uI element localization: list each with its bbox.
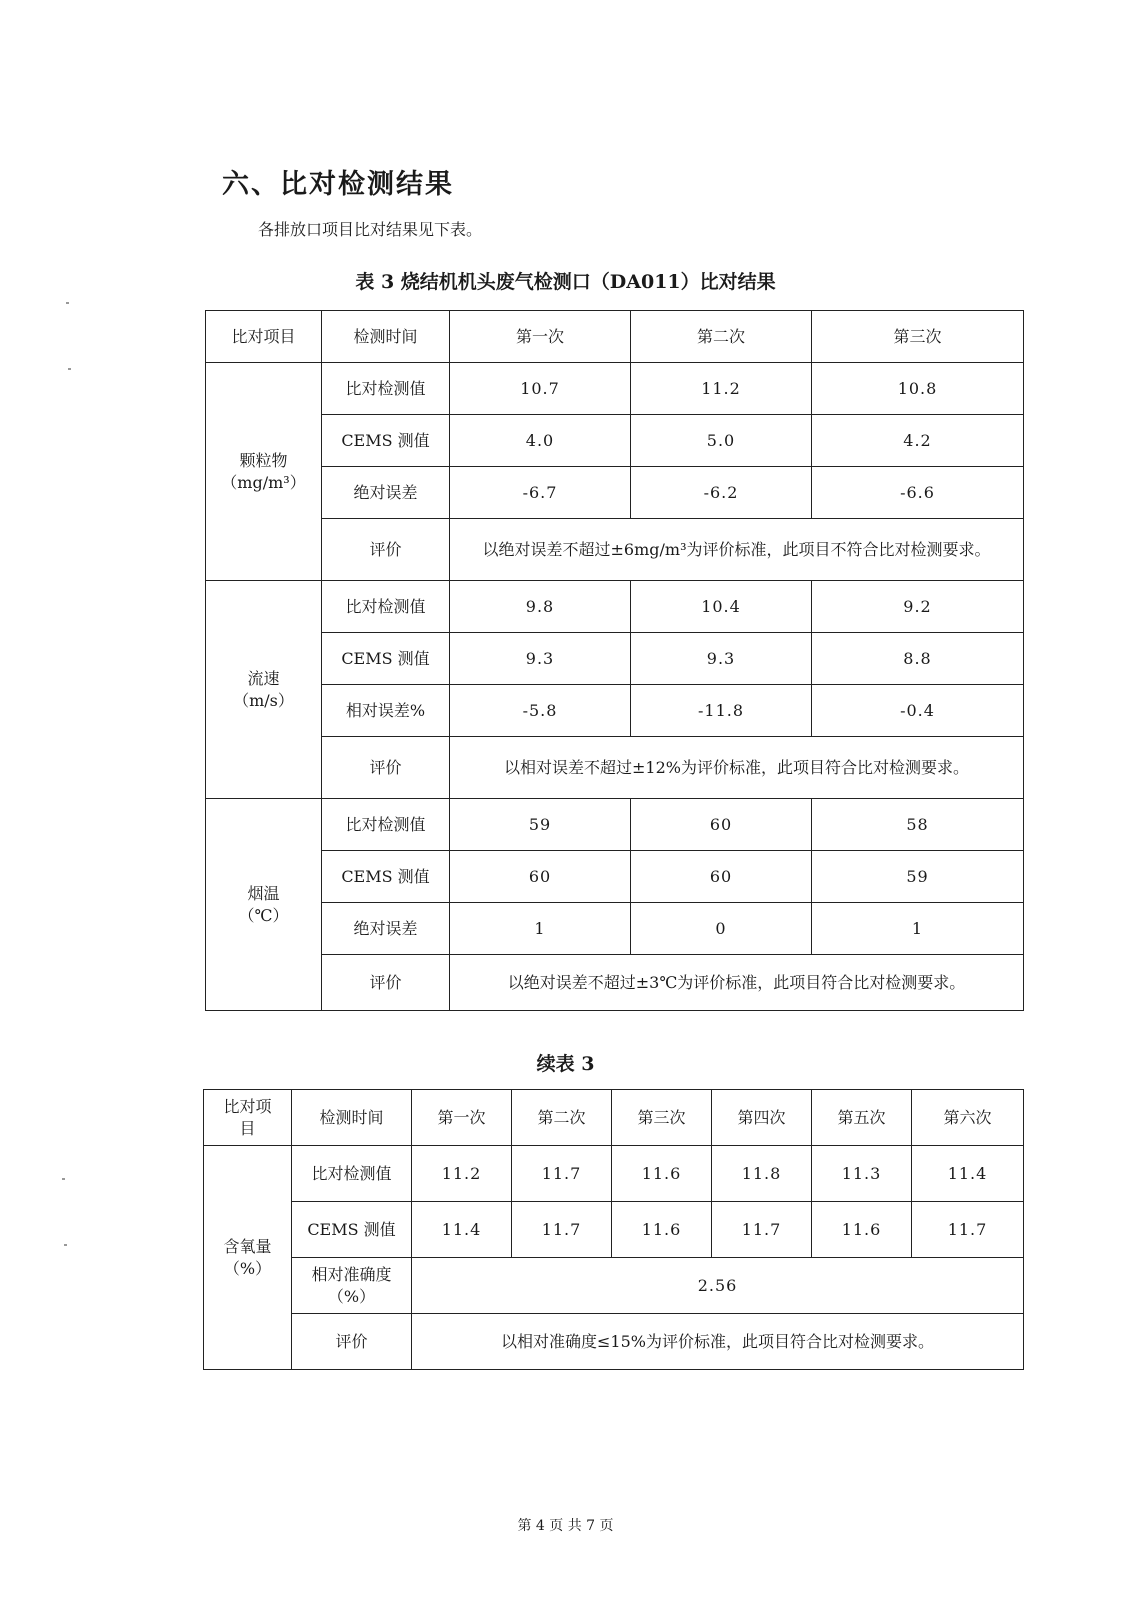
- item-unit: （%）: [223, 1258, 272, 1278]
- value-cell: 11.6: [812, 1202, 912, 1258]
- value-cell: 10.8: [812, 363, 1024, 415]
- header-cell: 检测时间: [322, 311, 450, 363]
- item-unit: （℃）: [238, 905, 289, 925]
- item-name-cell: [206, 363, 322, 581]
- value-cell: 11.6: [612, 1146, 712, 1202]
- table3b: [203, 1089, 1024, 1370]
- value-cell: -6.7: [450, 467, 631, 519]
- header-cell: 第一次: [412, 1090, 512, 1146]
- item-name: 含氧量: [223, 1236, 272, 1256]
- scan-mark: [64, 1244, 67, 1246]
- value-cell: 9.2: [812, 581, 1024, 633]
- row-label: 比对检测值: [322, 799, 450, 851]
- value-cell: 60: [450, 851, 631, 903]
- value-cell: 11.7: [712, 1202, 812, 1258]
- value-cell: 10.4: [631, 581, 812, 633]
- value-cell: -5.8: [450, 685, 631, 737]
- scan-mark: [66, 302, 69, 304]
- value-cell: 11.8: [712, 1146, 812, 1202]
- table-row: [206, 737, 1024, 799]
- row-label: 绝对误差: [322, 903, 450, 955]
- value-cell: 11.7: [512, 1146, 612, 1202]
- table-row: [206, 467, 1024, 519]
- value-cell: 59: [450, 799, 631, 851]
- value-cell: 4.2: [812, 415, 1024, 467]
- row-label: 比对检测值: [292, 1146, 412, 1202]
- value-cell: 9.3: [450, 633, 631, 685]
- value-cell: -6.6: [812, 467, 1024, 519]
- table-row: [206, 955, 1024, 1011]
- value-cell: 59: [812, 851, 1024, 903]
- header-cell: 第三次: [812, 311, 1024, 363]
- table3b-caption: 续表 3: [536, 1053, 595, 1075]
- table-row: [206, 799, 1024, 851]
- item-name: 流速: [247, 668, 280, 688]
- value-cell: 11.7: [512, 1202, 612, 1258]
- table-row: [206, 685, 1024, 737]
- value-cell: 0: [631, 903, 812, 955]
- eval-text: 以相对准确度≤15%为评价标准，此项目符合比对检测要求。: [412, 1314, 1024, 1370]
- eval-text: 以绝对误差不超过±6mg/m³为评价标准，此项目不符合比对检测要求。: [450, 519, 1024, 581]
- value-cell: 11.2: [412, 1146, 512, 1202]
- table3: [205, 310, 1024, 1011]
- header-cell: 第五次: [812, 1090, 912, 1146]
- header-cell: 第一次: [450, 311, 631, 363]
- value-cell: 1: [450, 903, 631, 955]
- header-cell: 比对项目: [206, 311, 322, 363]
- value-cell: 11.7: [912, 1202, 1024, 1258]
- item-name-cell: [206, 799, 322, 1011]
- value-cell: 11.4: [912, 1146, 1024, 1202]
- table3-header-row: [206, 311, 1024, 363]
- intro-text: 各排放口项目比对结果见下表。: [258, 220, 483, 239]
- header-cell: 第二次: [512, 1090, 612, 1146]
- eval-label: 评价: [292, 1314, 412, 1370]
- row-label: 比对检测值: [322, 581, 450, 633]
- row-label: 比对检测值: [322, 363, 450, 415]
- table-row: [204, 1314, 1024, 1370]
- value-cell: 1: [812, 903, 1024, 955]
- row-label: 相对误差%: [322, 685, 450, 737]
- eval-label: 评价: [322, 955, 450, 1011]
- item-unit: （m/s）: [233, 690, 294, 710]
- eval-text: 以绝对误差不超过±3℃为评价标准，此项目符合比对检测要求。: [450, 955, 1024, 1011]
- table-row: [206, 415, 1024, 467]
- row-label: CEMS 测值: [322, 851, 450, 903]
- value-cell: 58: [812, 799, 1024, 851]
- table-row: [206, 851, 1024, 903]
- value-cell: 11.6: [612, 1202, 712, 1258]
- eval-label: 评价: [322, 737, 450, 799]
- table-row: [204, 1202, 1024, 1258]
- row-label: CEMS 测值: [322, 415, 450, 467]
- table-row: [206, 519, 1024, 581]
- header-cell: 第二次: [631, 311, 812, 363]
- value-cell: 60: [631, 851, 812, 903]
- table-row: [204, 1146, 1024, 1202]
- item-name: 烟温: [247, 883, 280, 903]
- eval-text: 以相对误差不超过±12%为评价标准，此项目符合比对检测要求。: [450, 737, 1024, 799]
- scan-mark: [62, 1178, 65, 1180]
- item-name-cell: [204, 1146, 292, 1370]
- value-cell: -11.8: [631, 685, 812, 737]
- accuracy-value: 2.56: [412, 1258, 1024, 1314]
- value-cell: -0.4: [812, 685, 1024, 737]
- eval-label: 评价: [322, 519, 450, 581]
- header-cell: 比对项目: [204, 1090, 292, 1146]
- header-cell: 检测时间: [292, 1090, 412, 1146]
- row-label: CEMS 测值: [322, 633, 450, 685]
- value-cell: 5.0: [631, 415, 812, 467]
- value-cell: -6.2: [631, 467, 812, 519]
- item-name: 颗粒物: [239, 450, 288, 470]
- table-row: [206, 581, 1024, 633]
- table-row: [206, 363, 1024, 415]
- header-cell: 第六次: [912, 1090, 1024, 1146]
- table-row: [206, 903, 1024, 955]
- value-cell: 9.3: [631, 633, 812, 685]
- value-cell: 11.4: [412, 1202, 512, 1258]
- header-cell: 第三次: [612, 1090, 712, 1146]
- section-title: 六、比对检测结果: [222, 169, 454, 200]
- value-cell: 8.8: [812, 633, 1024, 685]
- table-row: [204, 1258, 1024, 1314]
- row-label: 相对准确度（%）: [292, 1258, 412, 1314]
- header-cell: 第四次: [712, 1090, 812, 1146]
- value-cell: 11.3: [812, 1146, 912, 1202]
- item-unit: （mg/m³）: [221, 472, 306, 492]
- item-name-cell: [206, 581, 322, 799]
- table3-caption: 表 3 烧结机机头废气检测口（DA011）比对结果: [355, 271, 776, 293]
- row-label: 绝对误差: [322, 467, 450, 519]
- row-label: CEMS 测值: [292, 1202, 412, 1258]
- value-cell: 10.7: [450, 363, 631, 415]
- table-row: [206, 633, 1024, 685]
- table3b-header-row: [204, 1090, 1024, 1146]
- value-cell: 11.2: [631, 363, 812, 415]
- value-cell: 9.8: [450, 581, 631, 633]
- page-footer: 第 4 页 共 7 页: [517, 1518, 614, 1534]
- value-cell: 60: [631, 799, 812, 851]
- value-cell: 4.0: [450, 415, 631, 467]
- scan-mark: [68, 368, 71, 370]
